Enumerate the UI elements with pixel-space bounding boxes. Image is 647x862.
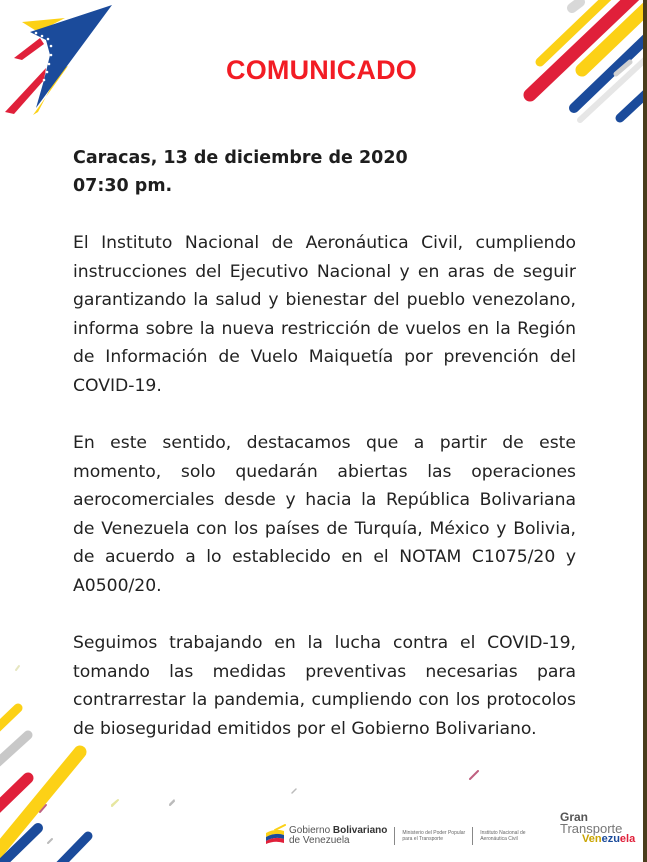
ezu-text: ezu <box>601 833 620 845</box>
ministerio-line-1: Ministerio del Poder Popular <box>402 830 466 836</box>
gobierno-text: Gobierno <box>289 825 331 836</box>
gran-text: Gran <box>560 810 589 824</box>
gran-mision-transporte-logo <box>560 812 635 845</box>
ela-text: ela <box>619 833 636 845</box>
venezuela-flag-icon <box>265 828 285 844</box>
instituto-line-1: Instituto Nacional de <box>480 830 526 836</box>
decorative-dashes-icon <box>100 770 550 830</box>
ministerio-line-2: para el Transporte <box>402 836 443 842</box>
paragraph-3: Seguimos trabajando en la lucha contra el COVID-19, tomando las medidas preventivas necesarias para contrarrestar la pandemia, cumpliendo con los protocolos de bioseguridad emitidos por el Gobierno Bolivariano. <box>73 633 576 739</box>
bolivariano-text: Bolivariano <box>332 825 388 836</box>
divider <box>394 827 395 845</box>
instituto-label <box>480 830 525 842</box>
divider <box>472 827 473 845</box>
dateline <box>73 144 408 200</box>
ven-text: Ven <box>582 833 602 845</box>
de-venezuela-text: de Venezuela <box>289 835 350 846</box>
page-title: COMUNICADO <box>226 55 417 85</box>
instituto-line-2: Aeronáutica Civil <box>480 836 518 842</box>
place-date: Caracas, 13 de diciembre de 2020 <box>73 148 408 168</box>
time: 07:30 pm. <box>73 176 173 196</box>
edge-strip <box>643 0 647 862</box>
transporte-text: Transporte <box>560 821 623 836</box>
paragraph-1: El Instituto Nacional de Aeronáutica Civil, cumpliendo instrucciones del Ejecutivo Nacional y en aras de seguir garantizando la salud y bienestar del pueblo venezolano, informa sobre la nueva restricción de vuelos en la Región de Información de Vuelo Maiquetía por prevención del COVID-19. <box>73 233 576 396</box>
gobierno-bolivariano-label <box>289 826 387 846</box>
ministerio-label <box>402 830 465 842</box>
footer-government-logos <box>265 826 526 846</box>
paragraph-2: En este sentido, destacamos que a partir de este momento, solo quedarán abiertas las operaciones aerocomerciales desde y hacia la República Bolivariana de Venezuela con los países de Turquía, México y Bolivia, de acuerdo a lo establecido en el NOTAM C1075/20 y A0500/20. <box>73 433 576 596</box>
